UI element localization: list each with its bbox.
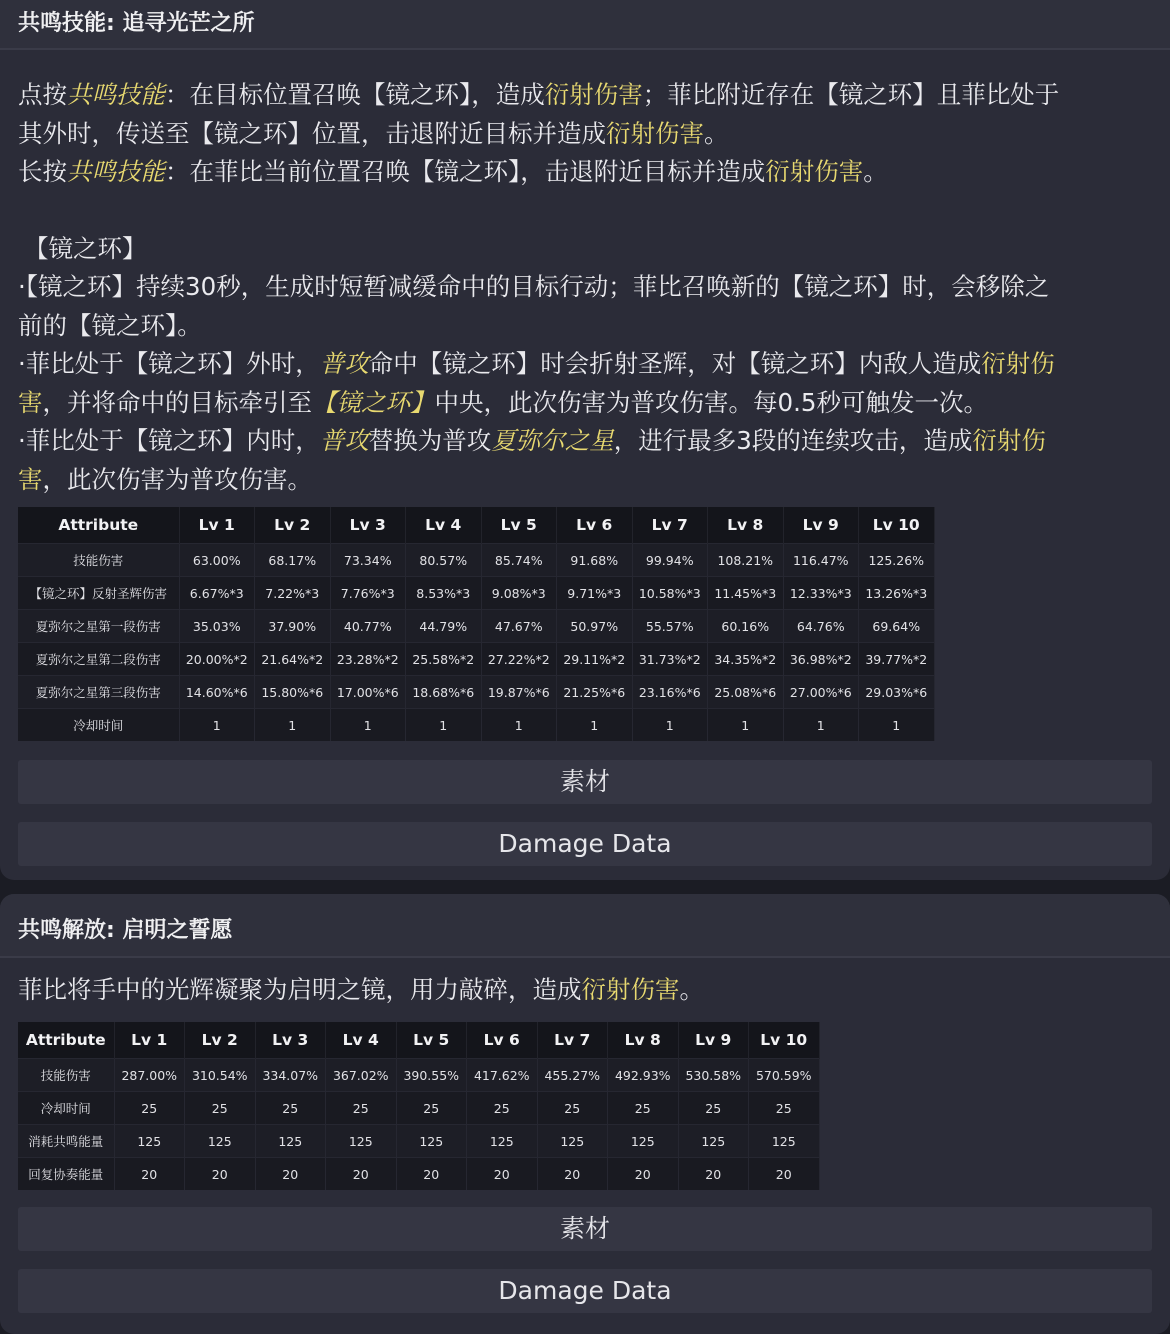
value-cell: 492.93% — [608, 1059, 679, 1092]
desc-line: 前的【镜之环】。 — [18, 310, 202, 340]
desc-line — [18, 971, 1158, 1010]
value-cell: 1 — [859, 709, 935, 742]
header-cell-level: Lv 7 — [537, 1022, 608, 1059]
desc-line — [18, 115, 1158, 154]
desc-line — [18, 384, 1158, 423]
liberation-title: 共鸣解放: 启明之誓愿 — [18, 918, 233, 943]
value-cell: 31.73%*2 — [632, 643, 708, 676]
value-cell: 34.35%*2 — [708, 643, 784, 676]
value-cell: 35.03% — [179, 610, 255, 643]
header-cell-level: Lv 2 — [185, 1022, 256, 1059]
value-cell: 99.94% — [632, 544, 708, 577]
header-cell-level: Lv 10 — [859, 507, 935, 544]
keyword-link[interactable]: 普攻 — [319, 349, 369, 378]
value-cell: 287.00% — [114, 1059, 185, 1092]
desc-text: 命中【镜之环】时会折射圣辉，对【镜之环】内敌人造成 — [368, 349, 982, 378]
value-cell: 25 — [185, 1092, 256, 1125]
value-cell: 23.16%*6 — [632, 676, 708, 709]
table-row — [18, 577, 934, 610]
value-cell: 6.67%*3 — [179, 577, 255, 610]
table-header-row — [18, 507, 934, 544]
desc-line — [18, 345, 1158, 384]
value-cell: 25 — [608, 1092, 679, 1125]
attribute-name-cell: 夏弥尔之星第一段伤害 — [18, 610, 179, 643]
value-cell: 20 — [255, 1158, 326, 1191]
value-cell: 455.27% — [537, 1059, 608, 1092]
value-cell: 60.16% — [708, 610, 784, 643]
value-cell: 10.58%*3 — [632, 577, 708, 610]
keyword-link[interactable]: 害 — [18, 464, 43, 494]
header-cell-level: Lv 1 — [114, 1022, 185, 1059]
header-cell-level: Lv 2 — [255, 507, 331, 544]
keyword-link[interactable]: 衍射伤害 — [765, 157, 864, 186]
value-cell: 69.64% — [859, 610, 935, 643]
value-cell: 1 — [557, 709, 633, 742]
desc-line — [18, 153, 1158, 192]
value-cell: 20 — [114, 1158, 185, 1191]
materials-button[interactable]: 素材 — [18, 1207, 1152, 1251]
table-row — [18, 544, 934, 577]
keyword-link[interactable]: 共鸣技能 — [67, 157, 165, 186]
value-cell: 1 — [632, 709, 708, 742]
value-cell: 25.58%*2 — [406, 643, 482, 676]
desc-line: ·【镜之环】持续30秒，生成时短暂减缓命中的目标行动；菲比召唤新的【镜之环】时，会移除之 — [18, 272, 1050, 301]
keyword-link[interactable]: 衍射伤害 — [544, 80, 643, 109]
keyword-link[interactable]: 衍射伤 — [981, 349, 1055, 378]
value-cell: 9.08%*3 — [481, 577, 557, 610]
value-cell: 1 — [406, 709, 482, 742]
value-cell: 1 — [481, 709, 557, 742]
header-cell-attribute: Attribute — [18, 1022, 114, 1059]
table-header-row — [18, 1022, 819, 1059]
skill-attribute-table — [18, 507, 935, 741]
value-cell: 125 — [537, 1125, 608, 1158]
desc-text: 。 — [863, 157, 888, 186]
value-cell: 27.22%*2 — [481, 643, 557, 676]
attribute-name-cell: 夏弥尔之星第二段伤害 — [18, 643, 179, 676]
value-cell: 20 — [396, 1158, 467, 1191]
table-row — [18, 1059, 819, 1092]
table-row — [18, 1125, 819, 1158]
value-cell: 20 — [608, 1158, 679, 1191]
value-cell: 125.26% — [859, 544, 935, 577]
desc-text: ·菲比处于【镜之环】内时， — [18, 426, 320, 455]
attribute-name-cell: 消耗共鸣能量 — [18, 1125, 114, 1158]
value-cell: 125 — [185, 1125, 256, 1158]
keyword-link[interactable]: 共鸣技能 — [67, 80, 165, 109]
keyword-link[interactable]: 害 — [18, 387, 43, 417]
header-cell-level: Lv 9 — [678, 1022, 749, 1059]
header-cell-level: Lv 4 — [406, 507, 482, 544]
value-cell: 25 — [467, 1092, 538, 1125]
desc-text: 点按 — [18, 80, 67, 109]
value-cell: 125 — [396, 1125, 467, 1158]
value-cell: 20 — [678, 1158, 749, 1191]
value-cell: 25 — [255, 1092, 326, 1125]
value-cell: 47.67% — [481, 610, 557, 643]
value-cell: 125 — [326, 1125, 397, 1158]
value-cell: 63.00% — [179, 544, 255, 577]
section-heading: 【镜之环】 — [24, 233, 147, 263]
value-cell: 334.07% — [255, 1059, 326, 1092]
desc-text: ：在目标位置召唤【镜之环】，造成 — [165, 80, 545, 109]
table-row — [18, 643, 934, 676]
value-cell: 25 — [326, 1092, 397, 1125]
desc-text: ，进行最多3段的连续攻击，造成 — [613, 426, 973, 455]
value-cell: 21.64%*2 — [255, 643, 331, 676]
header-cell-level: Lv 5 — [396, 1022, 467, 1059]
value-cell: 15.80%*6 — [255, 676, 331, 709]
value-cell: 7.22%*3 — [255, 577, 331, 610]
value-cell: 21.25%*6 — [557, 676, 633, 709]
desc-spacer — [18, 192, 1158, 230]
desc-line — [18, 76, 1158, 115]
skill-title: 共鸣技能: 追寻光芒之所 — [18, 11, 255, 36]
header-cell-level: Lv 5 — [481, 507, 557, 544]
liberation-description — [18, 971, 1158, 1010]
table-row — [18, 1158, 819, 1191]
value-cell: 64.76% — [783, 610, 859, 643]
value-cell: 80.57% — [406, 544, 482, 577]
value-cell: 7.76%*3 — [330, 577, 406, 610]
header-cell-level: Lv 3 — [330, 507, 406, 544]
header-cell-level: Lv 3 — [255, 1022, 326, 1059]
value-cell: 40.77% — [330, 610, 406, 643]
value-cell: 12.33%*3 — [783, 577, 859, 610]
liberation-attribute-table — [18, 1022, 820, 1190]
attribute-name-cell: 冷却时间 — [18, 709, 179, 742]
value-cell: 25.08%*6 — [708, 676, 784, 709]
value-cell: 1 — [255, 709, 331, 742]
desc-line — [18, 422, 1158, 461]
value-cell: 417.62% — [467, 1059, 538, 1092]
value-cell: 108.21% — [708, 544, 784, 577]
value-cell: 91.68% — [557, 544, 633, 577]
attribute-name-cell: 回复协奏能量 — [18, 1158, 114, 1191]
desc-text: 替换为普攻 — [368, 426, 492, 455]
card-header — [0, 0, 1170, 50]
value-cell: 125 — [114, 1125, 185, 1158]
desc-text: 其外时，传送至【镜之环】位置，击退附近目标并造成 — [18, 118, 606, 148]
header-cell-level: Lv 7 — [632, 507, 708, 544]
value-cell: 367.02% — [326, 1059, 397, 1092]
header-cell-level: Lv 9 — [783, 507, 859, 544]
value-cell: 125 — [678, 1125, 749, 1158]
value-cell: 20 — [467, 1158, 538, 1191]
value-cell: 68.17% — [255, 544, 331, 577]
desc-text: ，并将命中的目标牵引至 — [42, 387, 312, 417]
value-cell: 55.57% — [632, 610, 708, 643]
keyword-link[interactable]: 衍射伤 — [972, 426, 1046, 455]
value-cell: 44.79% — [406, 610, 482, 643]
value-cell: 73.34% — [330, 544, 406, 577]
value-cell: 116.47% — [783, 544, 859, 577]
value-cell: 17.00%*6 — [330, 676, 406, 709]
attribute-name-cell: 技能伤害 — [18, 1059, 114, 1092]
desc-text: ，此次伤害为普攻伤害。 — [42, 464, 312, 494]
skill-description — [18, 76, 1158, 499]
desc-text: 。 — [679, 975, 704, 1004]
header-cell-level: Lv 6 — [467, 1022, 538, 1059]
value-cell: 36.98%*2 — [783, 643, 859, 676]
table-row — [18, 709, 934, 742]
header-cell-attribute: Attribute — [18, 507, 179, 544]
value-cell: 570.59% — [749, 1059, 820, 1092]
resonance-liberation-card — [0, 894, 1170, 1334]
value-cell: 125 — [749, 1125, 820, 1158]
damage-data-button[interactable]: Damage Data — [18, 1269, 1152, 1313]
desc-text: ·菲比处于【镜之环】外时， — [18, 349, 320, 378]
value-cell: 37.90% — [255, 610, 331, 643]
value-cell: 20 — [749, 1158, 820, 1191]
desc-text: ；菲比附近存在【镜之环】且菲比处于 — [642, 80, 1060, 109]
header-cell-level: Lv 8 — [708, 507, 784, 544]
value-cell: 19.87%*6 — [481, 676, 557, 709]
attribute-name-cell: 【镜之环】反射圣辉伤害 — [18, 577, 179, 610]
table-row — [18, 610, 934, 643]
value-cell: 14.60%*6 — [179, 676, 255, 709]
keyword-link[interactable]: 普攻 — [319, 426, 369, 455]
header-cell-level: Lv 4 — [326, 1022, 397, 1059]
value-cell: 20 — [326, 1158, 397, 1191]
desc-text: 长按 — [18, 157, 67, 186]
header-cell-level: Lv 10 — [749, 1022, 820, 1059]
value-cell: 85.74% — [481, 544, 557, 577]
header-cell-level: Lv 1 — [179, 507, 255, 544]
value-cell: 310.54% — [185, 1059, 256, 1092]
value-cell: 50.97% — [557, 610, 633, 643]
value-cell: 530.58% — [678, 1059, 749, 1092]
value-cell: 8.53%*3 — [406, 577, 482, 610]
desc-text: 中央，此次伤害为普攻伤害。每0.5秒可触发一次。 — [434, 387, 988, 417]
value-cell: 25 — [114, 1092, 185, 1125]
value-cell: 1 — [708, 709, 784, 742]
value-cell: 27.00%*6 — [783, 676, 859, 709]
value-cell: 29.03%*6 — [859, 676, 935, 709]
value-cell: 20 — [537, 1158, 608, 1191]
table-row — [18, 1092, 819, 1125]
value-cell: 13.26%*3 — [859, 577, 935, 610]
value-cell: 390.55% — [396, 1059, 467, 1092]
desc-text: 。 — [704, 118, 729, 148]
value-cell: 25 — [678, 1092, 749, 1125]
value-cell: 25 — [537, 1092, 608, 1125]
value-cell: 125 — [467, 1125, 538, 1158]
attribute-name-cell: 夏弥尔之星第三段伤害 — [18, 676, 179, 709]
desc-line — [18, 461, 1158, 500]
value-cell: 18.68%*6 — [406, 676, 482, 709]
card-header — [0, 894, 1170, 958]
materials-button[interactable]: 素材 — [18, 760, 1152, 804]
value-cell: 39.77%*2 — [859, 643, 935, 676]
desc-text: ：在菲比当前位置召唤【镜之环】，击退附近目标并造成 — [165, 157, 766, 186]
value-cell: 25 — [749, 1092, 820, 1125]
value-cell: 1 — [179, 709, 255, 742]
value-cell: 20 — [185, 1158, 256, 1191]
keyword-link[interactable]: 衍射伤害 — [606, 118, 704, 148]
table-row — [18, 676, 934, 709]
attribute-name-cell: 冷却时间 — [18, 1092, 114, 1125]
value-cell: 11.45%*3 — [708, 577, 784, 610]
damage-data-button[interactable]: Damage Data — [18, 822, 1152, 866]
desc-text: 菲比将手中的光辉凝聚为启明之镜，用力敲碎，造成 — [18, 975, 582, 1004]
value-cell: 29.11%*2 — [557, 643, 633, 676]
keyword-link[interactable]: 夏弥尔之星 — [491, 426, 614, 455]
value-cell: 1 — [783, 709, 859, 742]
value-cell: 25 — [396, 1092, 467, 1125]
value-cell: 9.71%*3 — [557, 577, 633, 610]
header-cell-level: Lv 8 — [608, 1022, 679, 1059]
value-cell: 20.00%*2 — [179, 643, 255, 676]
value-cell: 23.28%*2 — [330, 643, 406, 676]
value-cell: 1 — [330, 709, 406, 742]
value-cell: 125 — [608, 1125, 679, 1158]
keyword-link[interactable]: 【镜之环】 — [312, 387, 435, 417]
attribute-name-cell: 技能伤害 — [18, 544, 179, 577]
keyword-link[interactable]: 衍射伤害 — [581, 975, 680, 1004]
value-cell: 125 — [255, 1125, 326, 1158]
header-cell-level: Lv 6 — [557, 507, 633, 544]
